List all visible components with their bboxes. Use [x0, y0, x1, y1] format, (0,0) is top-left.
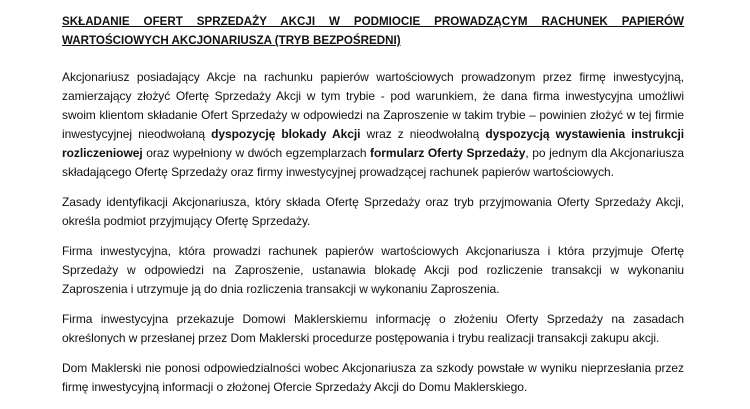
paragraph-liability: Dom Maklerski nie ponosi odpowiedzialności wobec Akcjonariusza za szkody powstałe w wyniku nieprzesłania przez firmę inwestycyjną informacji o złożonej Ofercie Sprzedaży Akcji do Domu Maklerskiego. — [62, 361, 684, 394]
emphasis-share-lock-instruction: dyspozycję blokady Akcji — [211, 127, 361, 141]
emphasis-sell-offer-form: formularz Oferty Sprzedaży — [370, 146, 526, 160]
paragraph-information-transfer: Firma inwestycyjna przekazuje Domowi Maklerskiemu informację o złożeniu Oferty Sprzedaży na zasadach określonych w przesłanej przez Dom Maklerski procedurze postępowania i trybu realizacji transakcji zakupu akcji. — [62, 312, 684, 345]
paragraph-identification-rules: Zasady identyfikacji Akcjonariusza, który składa Ofertę Sprzedaży oraz tryb przyjmowania Oferty Sprzedaży Akcji, określa podmiot przyjmujący Ofertę Sprzedaży. — [62, 195, 684, 228]
paragraph-text: , po jednym dla Akcjonariusza składającego Ofertę Sprzedaży oraz firmy inwestycyjnej prowadzącej rachunek papierów wartościowych. — [62, 146, 684, 179]
section-heading: SKŁADANIE OFERT SPRZEDAŻY AKCJI W PODMIOCIE PROWADZĄCYM RACHUNEK PAPIERÓW WARTOŚCIOWYCH AKCJONARIUSZA (TRYB BEZPOŚREDNI) — [62, 15, 684, 47]
document-page — [62, 12, 684, 408]
paragraph-text: oraz wypełniony w dwóch egzemplarzach — [142, 146, 371, 160]
paragraph-sell-offer-procedure — [62, 68, 684, 182]
paragraph-text: wraz z nieodwołalną — [360, 127, 486, 141]
emphasis-settlement-instruction: dyspozycją wystawienia instrukcji rozliczeniowej — [62, 127, 685, 160]
paragraph-share-lock: Firma inwestycyjna, która prowadzi rachunek papierów wartościowych Akcjonariusza i która przyjmuje Ofertę Sprzedaży w odpowiedzi na Zaproszenie, ustanawia blokadę Akcji pod rozliczenie transakcji w wykonaniu Zaproszenia i utrzymuje ją do dnia rozliczenia transakcji w wykonaniu Zaproszenia. — [62, 244, 684, 296]
paragraph-text: Akcjonariusz posiadający Akcje na rachunku papierów wartościowych prowadzonym przez firmę inwestycyjną, zamierzający złożyć Ofertę Sprzedaży Akcji w tym trybie - pod warunkiem, że dana firma inwestycyjna umożliwi swoim klientom składanie Ofert Sprzedaży w odpowiedzi na Zaproszenie w takim trybie – powinien złożyć w tej firmie inwestycyjnej nieodwołaną — [62, 70, 684, 141]
